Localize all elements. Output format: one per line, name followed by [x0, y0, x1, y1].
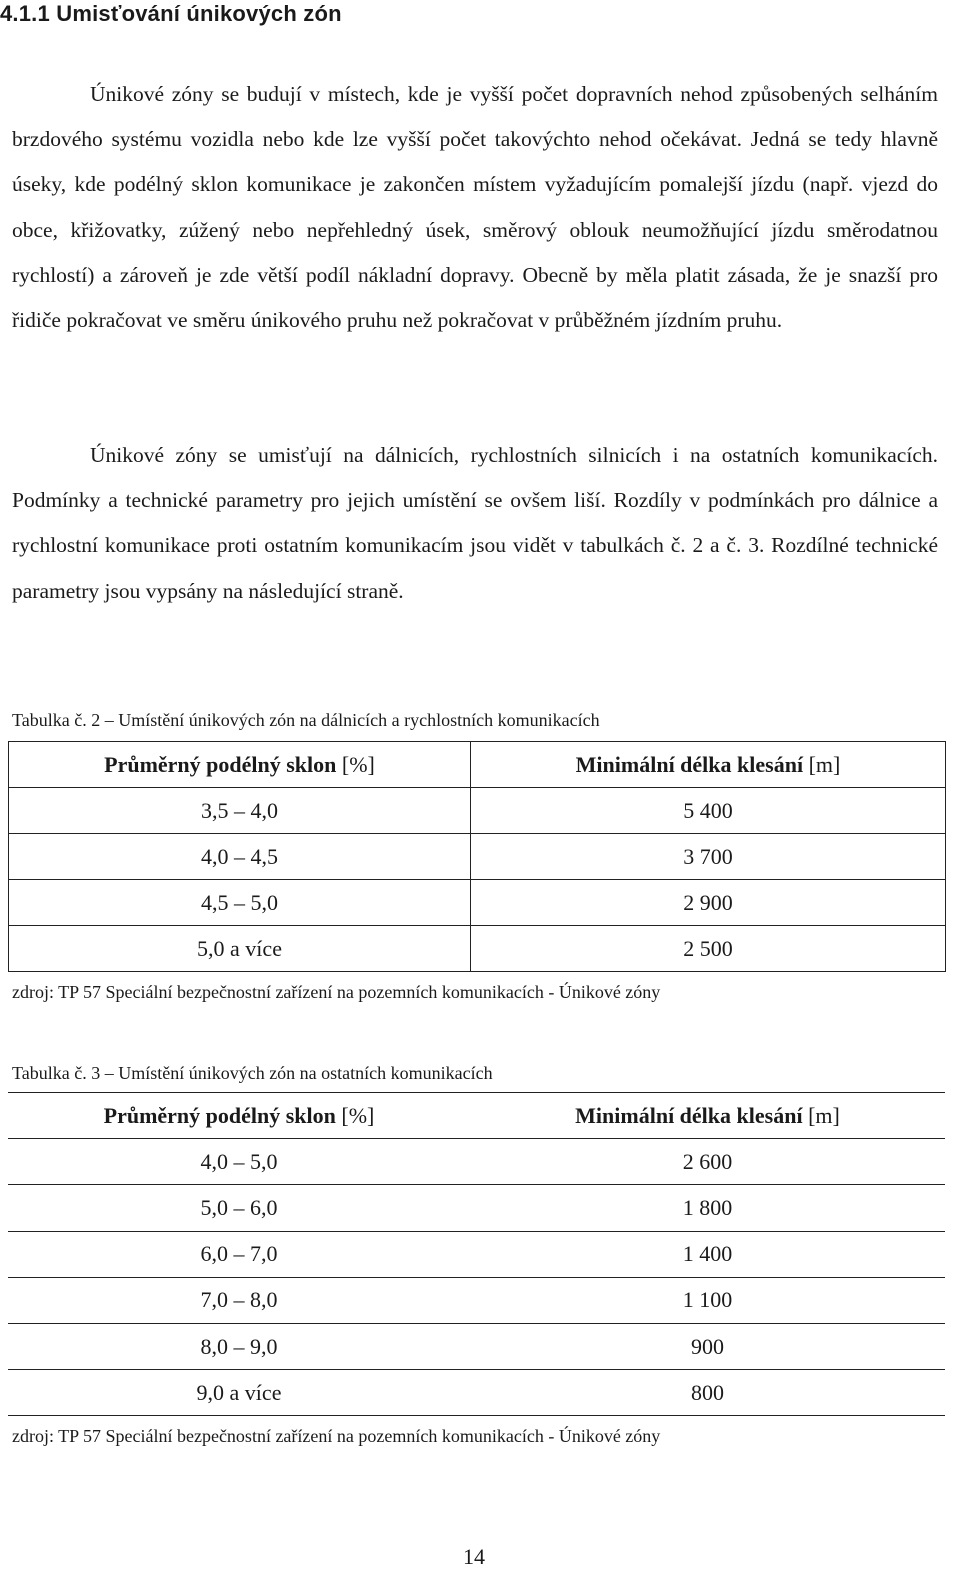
column-header-slope: Průměrný podélný sklon [%]: [9, 742, 471, 788]
length-cell: 2 900: [471, 880, 946, 926]
paragraph-2: Únikové zóny se umisťují na dálnicích, rychlostních silnicích i na ostatních komunikacích. Podmínky a technické parametry pro jejich umístění se ovšem liší. Rozdíly v podmínkách pro dálnice a rychlostní komunikace proti ostatním komunikacím jsou vidět v tabulkách č. 2 a č. 3. Rozdílné technické parametry jsou vypsány na následující straně.: [12, 443, 938, 603]
paragraph-1: Únikové zóny se budují v místech, kde je vyšší počet dopravních nehod způsobených selháním brzdového systému vozidla nebo kde lze vyšší počet takovýchto nehod očekávat. Jedná se tedy hlavně úseky, kde podélný sklon komunikace je zakončen místem vyžadujícím pomalejší jízdu (např. vjezd do obce, křižovatky, zúžený nebo nepřehledný úsek, směrový oblouk neumožňující jízdu směrodatnou rychlostí) a zároveň je zde větší podíl nákladní dopravy. Obecně by měla platit zásada, že je snazší pro řidiče pokračovat ve směru únikového pruhu než pokračovat v průběžném jízdním pruhu.: [12, 82, 938, 333]
length-cell: 800: [470, 1370, 945, 1416]
table-row: [8, 1231, 945, 1277]
table-row: [8, 1370, 945, 1416]
length-cell: 1 400: [470, 1231, 945, 1277]
table-3-source: zdroj: TP 57 Speciální bezpečnostní zařízení na pozemních komunikacích - Únikové zóny: [12, 1426, 661, 1446]
table-row: [8, 1323, 945, 1369]
length-cell: 5 400: [471, 788, 946, 834]
table-header-row: [9, 742, 946, 788]
slope-cell: 6,0 – 7,0: [8, 1231, 470, 1277]
table-2-caption: Tabulka č. 2 – Umístění únikových zón na dálnicích a rychlostních komunikacích: [12, 710, 600, 730]
slope-cell: 4,0 – 4,5: [9, 834, 471, 880]
length-cell: 1 100: [470, 1277, 945, 1323]
table-row: [9, 880, 946, 926]
length-cell: 3 700: [471, 834, 946, 880]
slope-cell: 9,0 a více: [8, 1370, 470, 1416]
table-row: [9, 788, 946, 834]
column-header-length: Minimální délka klesání [m]: [470, 1093, 945, 1139]
table-2-source: zdroj: TP 57 Speciální bezpečnostní zařízení na pozemních komunikacích - Únikové zóny: [12, 982, 661, 1002]
page-number: 14: [463, 1544, 485, 1569]
length-cell: 900: [470, 1323, 945, 1369]
table-3-caption: Tabulka č. 3 – Umístění únikových zón na ostatních komunikacích: [12, 1063, 493, 1083]
section-heading: 4.1.1 Umisťování únikových zón: [0, 1, 342, 26]
column-header-length: Minimální délka klesání [m]: [471, 742, 946, 788]
length-cell: 2 500: [471, 926, 946, 972]
table-row: [9, 834, 946, 880]
table-row: [8, 1277, 945, 1323]
column-header-slope: Průměrný podélný sklon [%]: [8, 1093, 470, 1139]
length-cell: 2 600: [470, 1139, 945, 1185]
table-row: [9, 926, 946, 972]
slope-cell: 3,5 – 4,0: [9, 788, 471, 834]
slope-cell: 5,0 a více: [9, 926, 471, 972]
slope-cell: 4,0 – 5,0: [8, 1139, 470, 1185]
table-3: [8, 1092, 945, 1416]
table-2: [8, 741, 946, 972]
slope-cell: 4,5 – 5,0: [9, 880, 471, 926]
table-row: [8, 1185, 945, 1231]
slope-cell: 7,0 – 8,0: [8, 1277, 470, 1323]
slope-cell: 8,0 – 9,0: [8, 1323, 470, 1369]
length-cell: 1 800: [470, 1185, 945, 1231]
slope-cell: 5,0 – 6,0: [8, 1185, 470, 1231]
table-header-row: [8, 1093, 945, 1139]
table-row: [8, 1139, 945, 1185]
